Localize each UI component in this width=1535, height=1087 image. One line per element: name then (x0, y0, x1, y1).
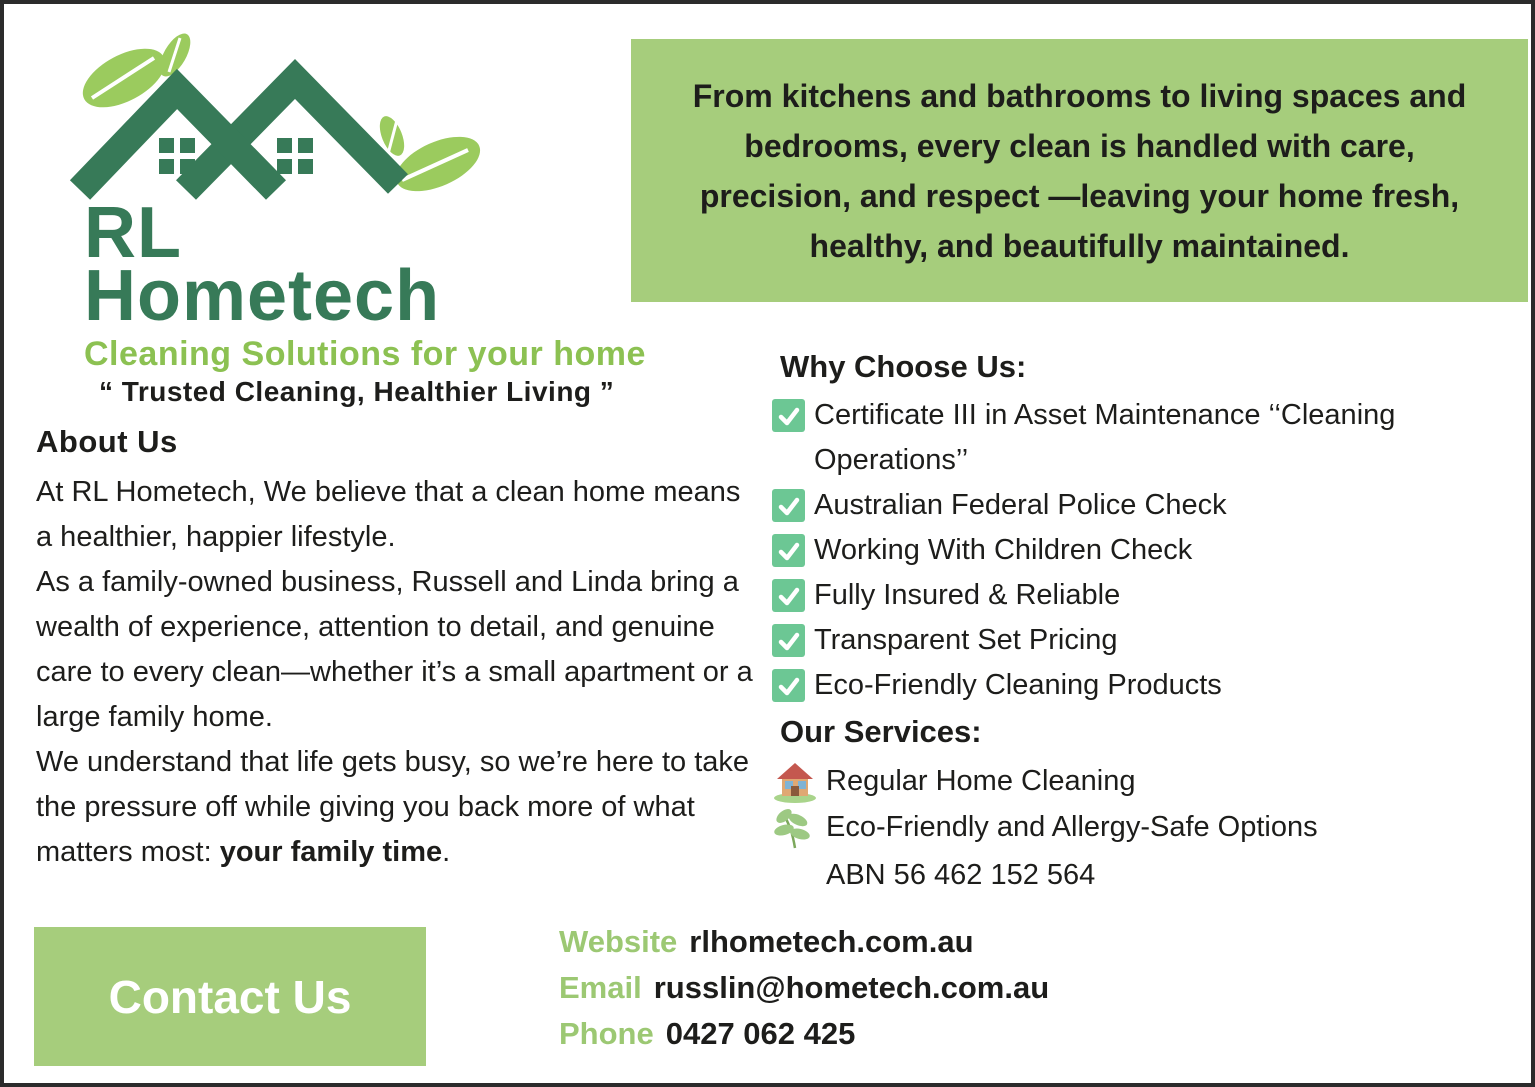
list-item (772, 483, 1534, 528)
email-label: Email (559, 970, 642, 1005)
about-paragraph-2: As a family-owned business, Russell and Linda bring a wealth of experience, attention to detail, and genuine care to every clean—whether it’s a small apartment or a large family home. (36, 566, 753, 733)
list-item (772, 618, 1534, 663)
check-icon (772, 399, 805, 432)
list-item-label: Fully Insured & Reliable (814, 579, 1121, 611)
check-icon (772, 579, 805, 612)
our-services-heading: Our Services: (780, 714, 982, 749)
brand-name (84, 193, 441, 336)
right-column (772, 349, 1534, 898)
contact-us-button-label: Contact Us (108, 970, 352, 1023)
house-leaves-logo-icon (62, 32, 492, 204)
check-icon (772, 534, 805, 567)
list-item-label: Eco-Friendly and Allergy-Safe Options (826, 811, 1318, 843)
list-item (772, 804, 1534, 850)
list-item-label: Working With Children Check (814, 534, 1193, 566)
about-section (36, 424, 761, 875)
phone-label: Phone (559, 1016, 654, 1051)
contact-us-button[interactable] (34, 927, 426, 1066)
email-value: russlin@hometech.com.au (653, 970, 1050, 1005)
contact-row-phone (559, 1011, 1049, 1057)
contact-row-email (559, 965, 1049, 1011)
list-item-label: Australian Federal Police Check (814, 489, 1227, 521)
hero-text: From kitchens and bathrooms to living spaces and bedrooms, every clean is handled with care, precision, and respect —leaving your home fresh, healthy, and beautifully maintained. (692, 77, 1467, 264)
website-value: rlhometech.com.au (689, 924, 974, 959)
list-item-label: Eco-Friendly Cleaning Products (814, 669, 1222, 701)
website-label: Website (559, 924, 678, 959)
abn-number: ABN 56 462 152 564 (826, 859, 1096, 891)
list-item (772, 573, 1534, 618)
contact-row-website (559, 919, 1049, 965)
check-icon (772, 669, 805, 702)
why-choose-us-heading: Why Choose Us: (780, 349, 1027, 384)
phone-value: 0427 062 425 (665, 1016, 856, 1051)
about-heading: About Us (36, 424, 178, 459)
plant-icon (772, 804, 818, 850)
about-paragraph-1: At RL Hometech, We believe that a clean home means a healthier, happier lifestyle. (36, 476, 741, 553)
contact-info (559, 919, 1049, 1057)
list-item (772, 758, 1534, 804)
list-item (772, 393, 1534, 483)
brand-name-line1: RL (84, 193, 182, 273)
list-item-label: Regular Home Cleaning (826, 765, 1136, 797)
about-paragraph-3-period: . (442, 836, 451, 868)
about-paragraph-3-bold: your family time (219, 836, 443, 868)
brand-name-line2: Hometech (84, 256, 441, 336)
brand-subtitle: Cleaning Solutions for your home (84, 335, 646, 373)
about-paragraph-3 (36, 740, 761, 875)
list-item (772, 663, 1534, 708)
list-item-label: Certificate III in Asset Maintenance ‘‘Cleaning Operations’’ (814, 399, 1396, 476)
hero-panel (631, 39, 1528, 302)
check-icon (772, 489, 805, 522)
about-paragraph-3-text: We understand that life gets busy, so we’re here to take the pressure off while giving you back more of what matters most: (36, 746, 750, 868)
list-item (772, 528, 1534, 573)
brand-tagline: “ Trusted Cleaning, Healthier Living ” (99, 376, 615, 407)
house-icon (772, 758, 818, 804)
check-icon (772, 624, 805, 657)
list-item-label: Transparent Set Pricing (814, 624, 1118, 656)
